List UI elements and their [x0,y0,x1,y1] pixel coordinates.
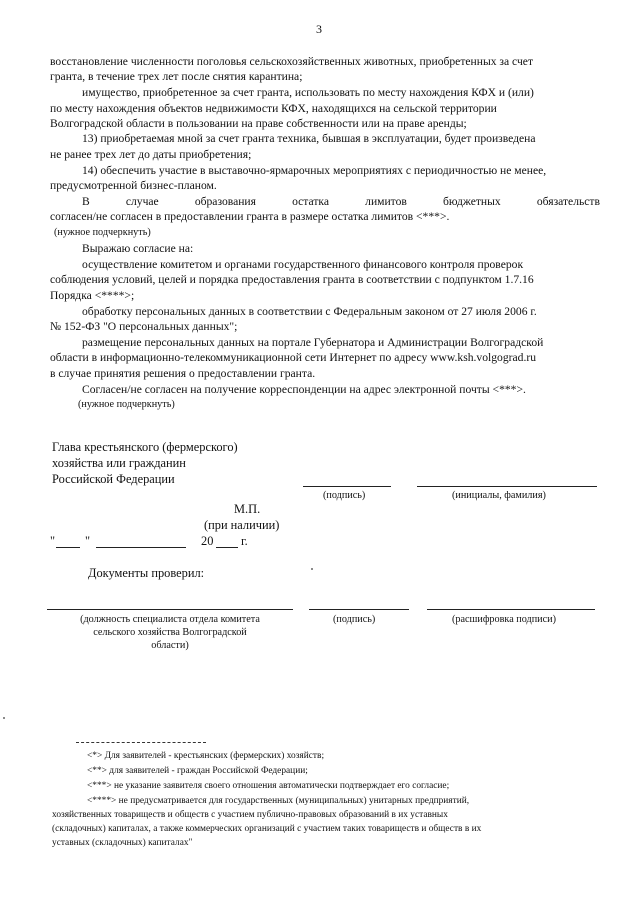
word: бюджетных [442,195,501,208]
body-line-8: 14) обеспечить участие в выставочно-ярмарочных мероприятиях с периодичностью не менее, [82,164,547,177]
date-month-line [96,547,186,548]
body-line-21: в случае принятия решения о предоставлении гранта. [50,367,316,380]
verified-label: Документы проверил: [88,566,205,580]
head-title-3: Российской Федерации [52,472,175,486]
caption-signature: (подпись) [323,490,366,501]
date-day-line [56,547,80,548]
caption-decoding: (расшифровка подписи) [452,614,556,625]
body-line-4: по месту нахождения объектов недвижимости КФХ, находящихся на сельской территории [50,102,497,115]
body-line-9: предусмотренной бизнес-планом. [50,179,217,192]
date-year-suffix: г. [241,534,248,548]
hint-underline-1: (нужное подчеркнуть) [54,227,151,238]
body-line-20: области в информационно-телекоммуникационной сети Интернет по адресу www.ksh.volgograd.ru [50,351,537,364]
body-line-22: Согласен/не согласен на получение корреспонденции на адрес электронной почты <***>. [82,383,526,396]
word: лимитов [365,195,407,208]
body-line-16: Порядка <****>; [50,289,135,302]
body-line-17: обработку персональных данных в соответствии с Федеральным законом от 27 июля 2006 г. [82,305,537,318]
body-line-13: Выражаю согласие на: [82,242,194,255]
body-line-10 [82,195,600,209]
body-line-1: восстановление численности поголовья сельскохозяйственных животных, приобретенных за счет [50,55,534,68]
scan-speck-margin [3,717,5,719]
word: остатка [292,195,330,208]
word: образования [194,195,256,208]
footnote-4-line-4: уставных (складочных) капиталах" [52,838,193,848]
hint-underline-2: (нужное подчеркнуть) [78,399,175,410]
body-line-5: Волгоградской области в пользовании на праве собственности или на праве аренды; [50,117,467,130]
date-quote-open: " [50,534,56,548]
body-line-15: соблюдения условий, целей и порядка предоставления гранта в соответствии с подпунктом 1.7.16 [50,273,534,286]
word: В [82,195,90,208]
caption-position-3: области) [151,640,189,651]
footnote-1: <*> Для заявителей - крестьянских (фермерских) хозяйств; [87,751,325,761]
body-line-11: согласен/не согласен в предоставлении гранта в размере остатка лимитов <***>. [50,210,450,223]
caption-position-2: сельского хозяйства Волгоградской [93,627,247,638]
page-number: 3 [316,22,322,36]
footnote-2: <**> для заявителей - граждан Российской Федерации; [87,766,308,776]
verifier-signature-line [309,609,409,610]
body-line-2: гранта, в течение трех лет после снятия карантина; [50,70,303,83]
word: случае [125,195,159,208]
footnote-4-line-3: (складочных) капиталах, а также коммерческих организаций с участием таких товариществ и обществ в их [52,824,482,834]
body-line-7: не ранее трех лет до даты приобретения; [50,148,252,161]
footnote-separator [76,742,206,743]
position-line [47,609,293,610]
body-line-3: имущество, приобретенное за счет гранта, использовать по месту нахождения КФХ и (или) [82,86,534,99]
signature-line [303,486,391,487]
body-line-19: размещение персональных данных на портале Губернатора и Администрации Волгоградской [82,336,544,349]
body-line-18: № 152-ФЗ "О персональных данных"; [50,320,238,333]
decoding-line [427,609,595,610]
body-line-14: осуществление комитетом и органами государственного финансового контроля проверок [82,258,524,271]
footnote-4-line-2: хозяйственных товариществ и обществ с участием публично-правовых образований в их уставных [52,810,448,820]
date-year-prefix: 20 [201,534,214,548]
footnote-4-line-1: <****> не предусматривается для государственных (муниципальных) унитарных предприятий, [87,796,470,806]
caption-verifier-signature: (подпись) [333,614,376,625]
caption-initials: (инициалы, фамилия) [452,490,546,501]
date-year-line [216,547,238,548]
initials-line [417,486,597,487]
scan-speck [311,568,313,570]
stamp-label: М.П. [234,502,261,516]
word: обязательств [536,195,600,208]
stamp-note: (при наличии) [204,518,280,532]
footnote-3: <***> не указание заявителя своего отношения автоматически подтверждает его согласие; [87,781,450,791]
head-title-1: Глава крестьянского (фермерского) [52,440,238,454]
date-quote-close: " [85,534,91,548]
body-line-6: 13) приобретаемая мной за счет гранта техника, бывшая в эксплуатации, будет произведена [82,132,536,145]
head-title-2: хозяйства или гражданин [52,456,186,470]
caption-position-1: (должность специалиста отдела комитета [80,614,260,625]
